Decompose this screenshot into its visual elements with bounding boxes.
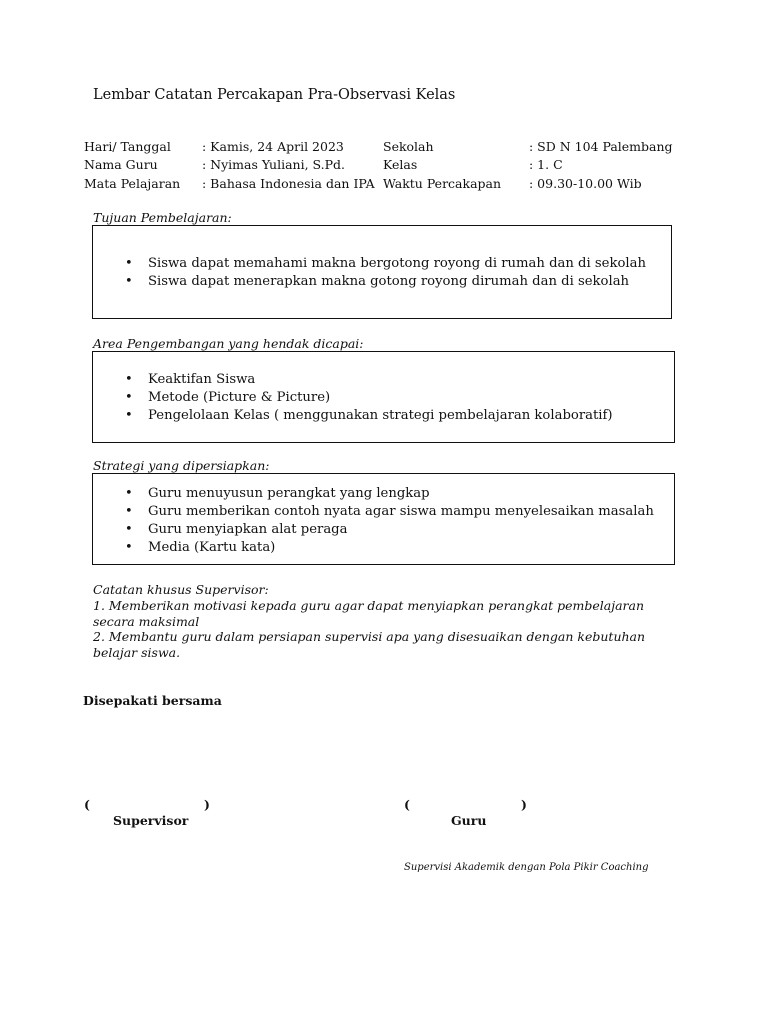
section-heading-strategy: Strategi yang dipersiapkan: (93, 458, 270, 473)
info-value-subject: : Bahasa Indonesia dan IPA (202, 176, 375, 191)
teacher-signature-close-paren: ) (521, 797, 527, 812)
info-value-date: : Kamis, 24 April 2023 (202, 139, 344, 154)
notes-heading: Catatan khusus Supervisor: (93, 582, 269, 597)
info-label-teacher: Nama Guru (84, 157, 158, 172)
document-title: Lembar Catatan Percakapan Pra-Observasi Kelas (93, 87, 456, 103)
info-label-subject: Mata Pelajaran (84, 176, 181, 191)
list-item: • Pengelolaan Kelas ( menggunakan strategi pembelajaran kolaboratif) (93, 407, 674, 425)
list-item: • Media (Kartu kata) (93, 539, 674, 557)
info-label-date: Hari/ Tanggal (84, 139, 171, 154)
list-item: • Guru memberikan contoh nyata agar siswa mampu menyelesaikan masalah (93, 503, 674, 521)
list-item: • Siswa dapat memahami makna bergotong royong di rumah dan di sekolah (93, 255, 671, 273)
info-value-teacher: : Nyimas Yuliani, S.Pd. (202, 157, 346, 172)
agreed-label: Disepakati bersama (83, 693, 222, 708)
strategy-box (92, 473, 675, 565)
supervisor-signature-open-paren: ( (84, 797, 90, 812)
supervisor-notes (93, 582, 673, 661)
supervisor-label: Supervisor (113, 813, 189, 828)
info-label-class: Kelas (383, 157, 418, 172)
info-label-school: Sekolah (383, 139, 434, 154)
learning-goals-box (92, 225, 672, 319)
teacher-label: Guru (451, 813, 487, 828)
notes-line: 2. Membantu guru dalam persiapan supervisi apa yang disesuaikan dengan kebutuhan belajar siswa. (93, 629, 646, 661)
section-heading-learning-goals: Tujuan Pembelajaran: (93, 210, 232, 225)
info-value-school: : SD N 104 Palembang (529, 139, 673, 154)
footer-caption: Supervisi Akademik dengan Pola Pikir Coaching (404, 862, 649, 873)
supervisor-signature-close-paren: ) (204, 797, 210, 812)
development-area-box (92, 351, 675, 443)
list-item: • Siswa dapat menerapkan makna gotong royong dirumah dan di sekolah (93, 273, 671, 291)
list-item: • Guru menyiapkan alat peraga (93, 521, 674, 539)
list-item: • Guru menuyusun perangkat yang lengkap (93, 485, 674, 503)
list-item: • Metode (Picture & Picture) (93, 389, 674, 407)
info-label-time: Waktu Percakapan (383, 176, 502, 191)
list-item: • Keaktifan Siswa (93, 371, 674, 389)
section-heading-development-area: Area Pengembangan yang hendak dicapai: (93, 336, 364, 351)
info-value-time: : 09.30-10.00 Wib (529, 176, 642, 191)
teacher-signature-open-paren: ( (404, 797, 410, 812)
info-value-class: : 1. C (529, 157, 563, 172)
notes-line: 1. Memberikan motivasi kepada guru agar dapat menyiapkan perangkat pembelajaran secara maksimal (93, 597, 645, 629)
